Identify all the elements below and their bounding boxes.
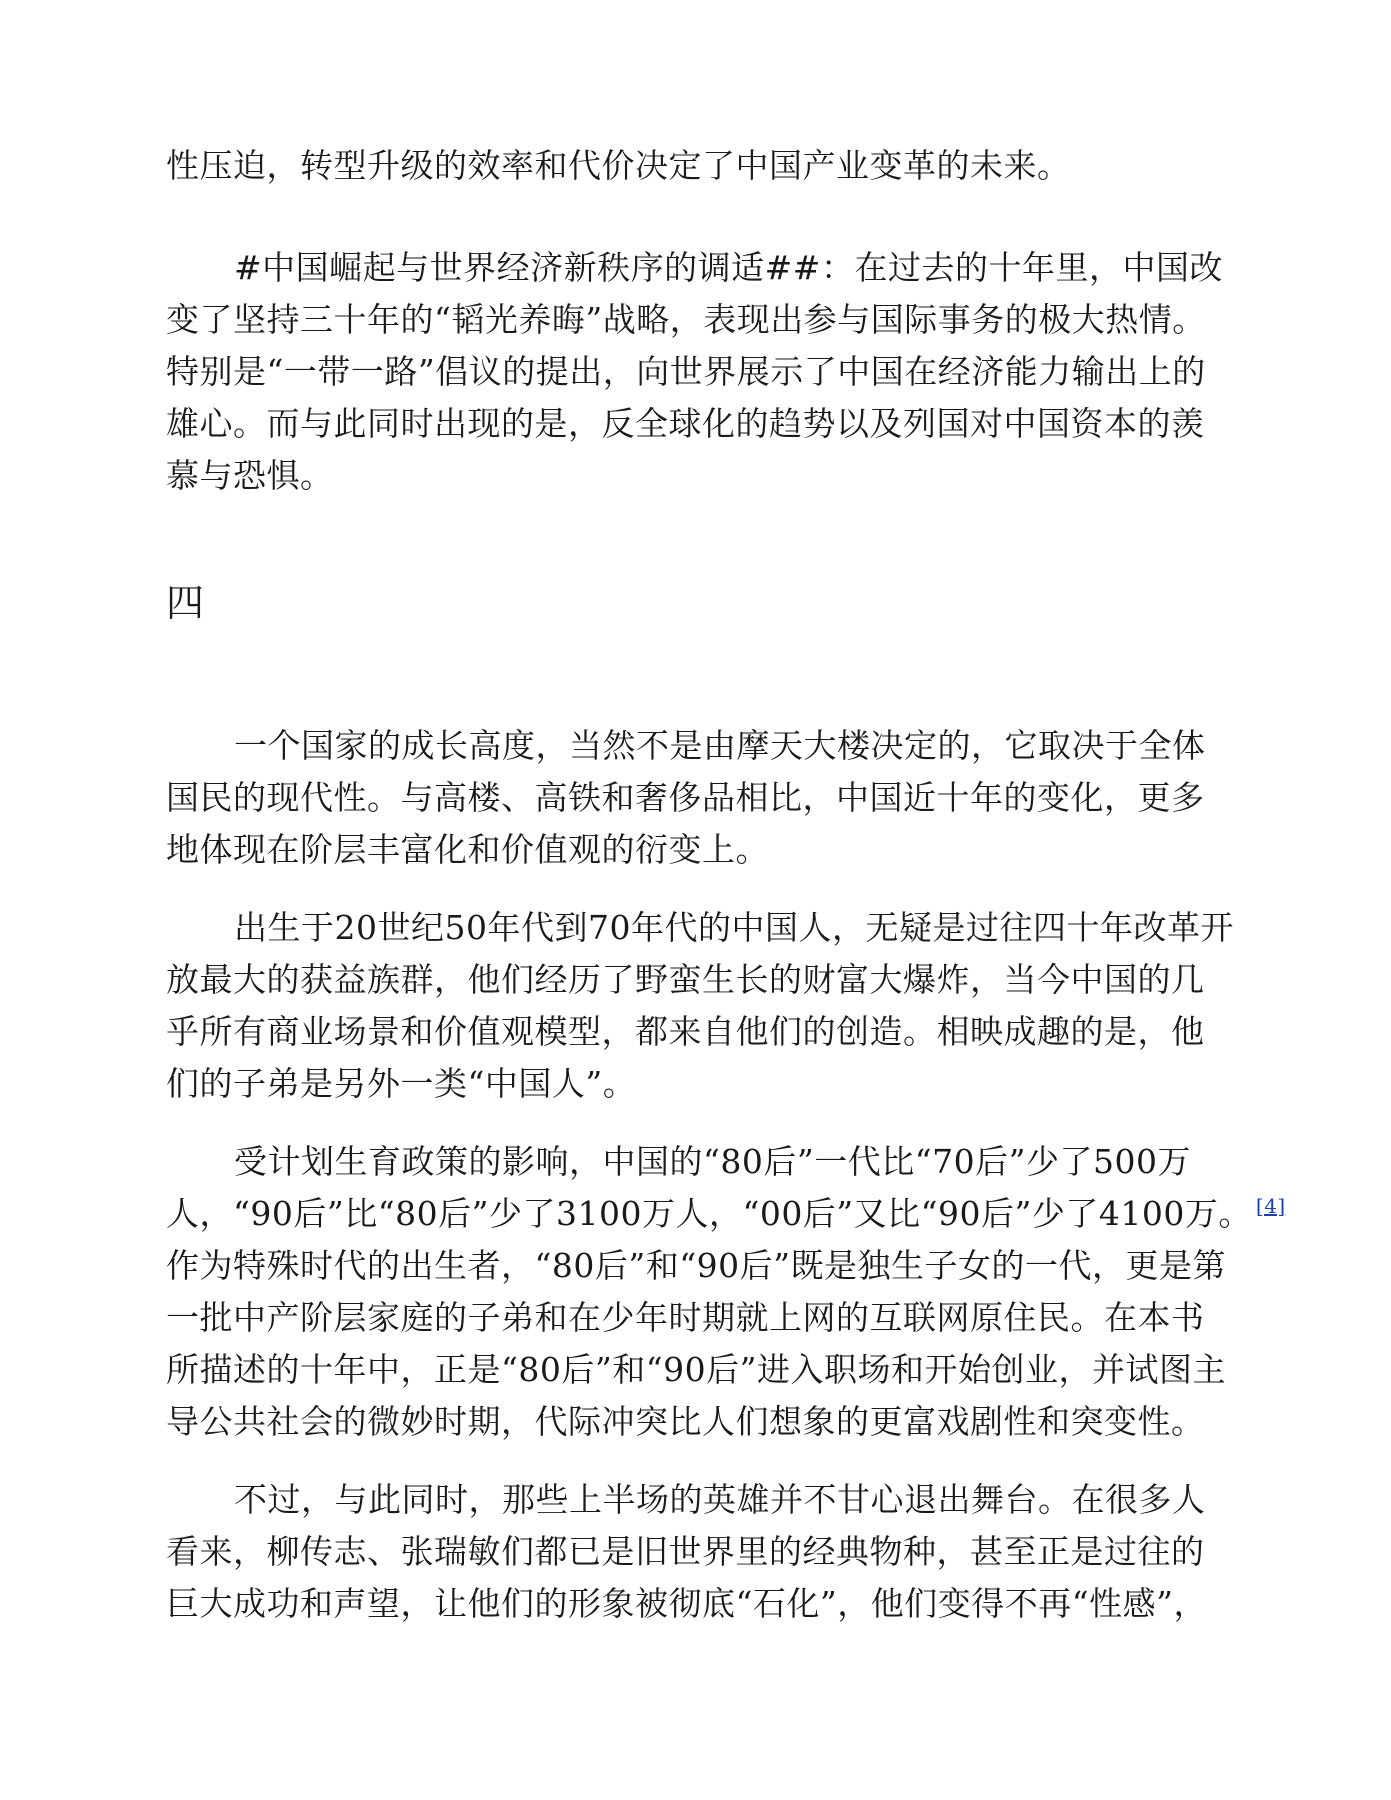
text-line: 不过，与此同时，那些上半场的英雄并不甘心退出舞台。在很多人	[234, 1480, 1206, 1519]
paragraph-nation-growth	[166, 720, 1226, 876]
text-line: 特别是“一带一路”倡议的提出，向世界展示了中国在经济能力输出上的	[166, 352, 1206, 391]
text-line: 们的子弟是另外一类“中国人”。	[166, 1064, 637, 1103]
text-line: 变了坚持三十年的“韬光养晦”战略，表现出参与国际事务的极大热情。	[166, 300, 1206, 339]
paragraph-china-rise	[166, 242, 1226, 502]
text-line: 雄心。而与此同时出现的是，反全球化的趋势以及列国对中国资本的羡	[166, 404, 1205, 443]
text-line: 放最大的获益族群，他们经历了野蛮生长的财富大爆炸，当今中国的几	[166, 960, 1205, 999]
text-line: 性压迫，转型升级的效率和代价决定了中国产业变革的未来。	[166, 146, 1071, 185]
text-line: 出生于20世纪50年代到70年代的中国人，无疑是过往四十年改革开	[234, 908, 1234, 947]
text-line: 地体现在阶层丰富化和价值观的衍变上。	[166, 830, 769, 869]
footnote-link[interactable]: [4]	[1255, 1194, 1286, 1218]
paragraph-birth-policy	[166, 1136, 1286, 1448]
text-line: 作为特殊时代的出生者，“80后”和“90后”既是独生子女的一代，更是第	[166, 1246, 1226, 1285]
text-line: 导公共社会的微妙时期，代际冲突比人们想象的更富戏剧性和突变性。	[166, 1402, 1205, 1441]
text-line: 国民的现代性。与高楼、高铁和奢侈品相比，中国近十年的变化，更多	[166, 778, 1205, 817]
text-line: 慕与恐惧。	[166, 456, 334, 495]
text-line: #中国崛起与世界经济新秩序的调适##：在过去的十年里，中国改	[234, 248, 1223, 287]
paragraph-generation-50s-70s	[166, 902, 1234, 1110]
paragraph-continuation	[166, 140, 1226, 192]
text-line: 巨大成功和声望，让他们的形象被彻底“石化”，他们变得不再“性感”，	[166, 1584, 1207, 1623]
section-heading: 四	[166, 581, 205, 625]
text-line: 受计划生育政策的影响，中国的“80后”一代比“70后”少了500万	[234, 1142, 1191, 1181]
text-line: 一个国家的成长高度，当然不是由摩天大楼决定的，它取决于全体	[234, 726, 1206, 765]
text-line-with-footnote	[166, 1188, 1286, 1240]
paragraph-old-heroes	[166, 1474, 1226, 1630]
text-line: 所描述的十年中，正是“80后”和“90后”进入职场和开始创业，并试图主	[166, 1350, 1226, 1389]
text-line: 一批中产阶层家庭的子弟和在少年时期就上网的互联网原住民。在本书	[166, 1298, 1205, 1337]
text-line: 看来，柳传志、张瑞敏们都已是旧世界里的经典物种，甚至正是过往的	[166, 1532, 1205, 1571]
text-line-text: 人，“90后”比“80后”少了3100万人，“00后”又比“90后”少了4100万。	[166, 1194, 1252, 1233]
text-line: 乎所有商业场景和价值观模型，都来自他们的创造。相映成趣的是，他	[166, 1012, 1205, 1051]
